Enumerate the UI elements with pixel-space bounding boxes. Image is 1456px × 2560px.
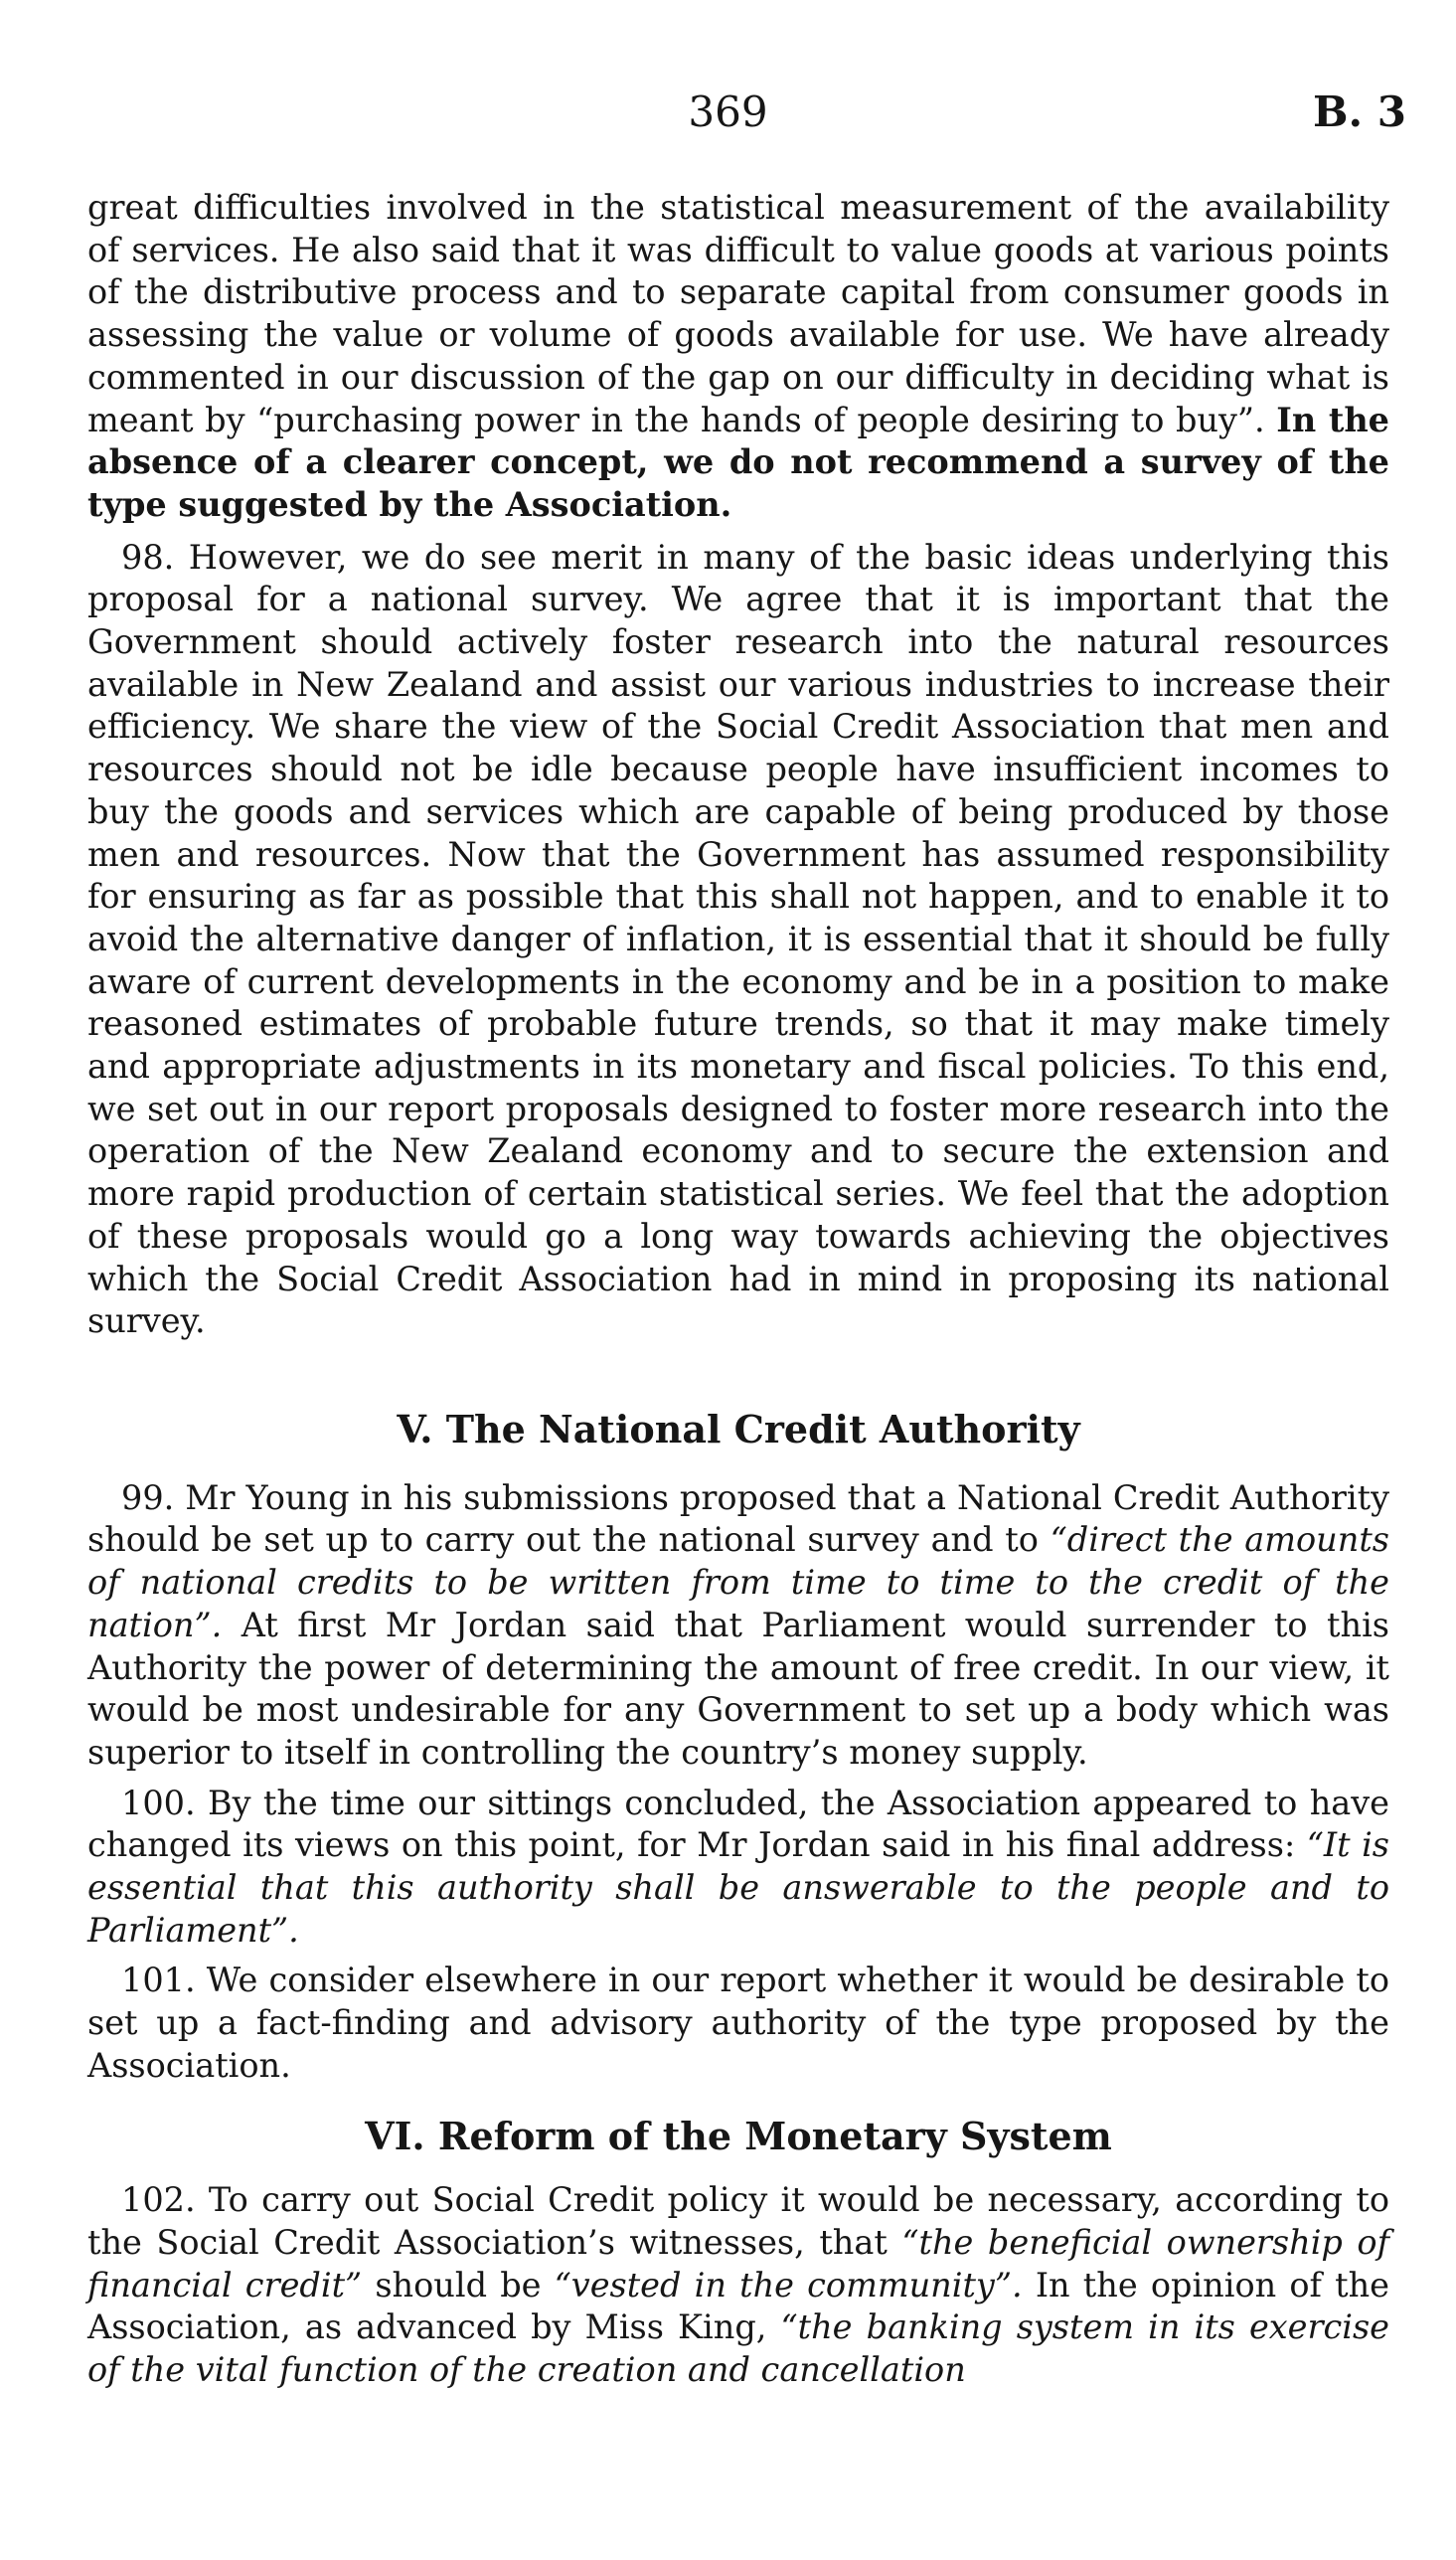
- paragraph-99-quote: “direct the amounts of national credits to be written from time to time to the credit of the nation”.: [87, 1520, 1389, 1644]
- paragraph-97-continued: [87, 187, 1389, 527]
- paragraph-97-recommendation: In the absence of a clearer concept, we do not recommend a survey of the type suggested by the Association.: [87, 400, 1389, 524]
- section-heading-vi: VI. Reform of the Monetary System: [365, 2113, 1112, 2158]
- page-number: 369: [688, 87, 768, 136]
- paragraph-97-text: great difficulties involved in the statistical measurement of the availability of services. He also said that it was difficult to value goods at various points of the distributive process and to separate capital from consumer goods in assessing the value or volume of goods available for use. We have already commented in our discussion of the gap on our difficulty in deciding what is meant by “purchasing power in the hands of people desiring to buy”.: [87, 188, 1389, 439]
- paragraph-101: 101. We consider elsewhere in our report whether it would be desirable to set up a fact-finding and advisory authority of the type proposed by the Association.: [87, 1961, 1389, 2085]
- section-heading-v: V. The National Credit Authority: [397, 1406, 1080, 1451]
- paragraph-102-quote-2: “vested in the community”.: [554, 2265, 1023, 2304]
- paragraph-102-quote-3: “the banking system in its exercise of the vital function of the creation and cancellation: [87, 2307, 1389, 2390]
- paragraph-99-text-b: At first Mr Jordan said that Parliament would surrender to this Authority the power of determining the amount of free credit. In our view, it would be most undesirable for any Government to set up a body which was superior to itself in controlling the country’s money supply.: [87, 1605, 1389, 1772]
- paragraph-102: [87, 2179, 1389, 2392]
- paragraph-102-text-a: 102. To carry out Social Credit policy it would be necessary, according to the Social Credit Association’s witnesses, that: [87, 2180, 1389, 2262]
- paragraph-102-text-b: should be: [362, 2265, 555, 2304]
- paragraph-100: [87, 1783, 1389, 1953]
- paragraph-98: 98. However, we do see merit in many of the basic ideas underlying this proposal for a national survey. We agree that it is important that the Government should actively foster research into the natural resources available in New Zealand and assist our various industries to increase their efficiency. We share the view of the Social Credit Association that men and resources should not be idle because people have insufficient incomes to buy the goods and services which are capable of being produced by those men and resources. Now that the Government has assumed responsibility for ensuring as far as possible that this shall not happen, and to enable it to avoid the alternative danger of inflation, it is essential that it should be fully aware of current developments in the economy and be in a position to make reasoned estimates of probable future trends, so that it may make timely and appropriate adjustments in its monetary and fiscal policies. To this end, we set out in our report proposals designed to foster more research into the operation of the New Zealand economy and to secure the extension and more rapid production of certain statistical series. We feel that the adoption of these proposals would go a long way towards achieving the objectives which the Social Credit Association had in mind in proposing its national survey.: [87, 537, 1389, 1341]
- paragraph-99: [87, 1477, 1389, 1775]
- paragraph-102-quote-1: “the beneficial ownership of financial credit”: [87, 2222, 1389, 2304]
- paragraph-100-text: 100. By the time our sittings concluded, the Association appeared to have changed its views on this point, for Mr Jordan said in his final address:: [87, 1783, 1389, 1865]
- document-code: B. 3: [1313, 87, 1406, 136]
- paragraph-102-text-c: In the opinion of the Association, as advanced by Miss King,: [87, 2265, 1389, 2347]
- paragraph-100-quote: “It is essential that this authority shall be answerable to the people and to Parliament”.: [87, 1825, 1389, 1950]
- body-text: [87, 187, 1389, 2402]
- paragraph-99-text-a: 99. Mr Young in his submissions proposed that a National Credit Authority should be set up to carry out the national survey and to: [87, 1477, 1389, 1560]
